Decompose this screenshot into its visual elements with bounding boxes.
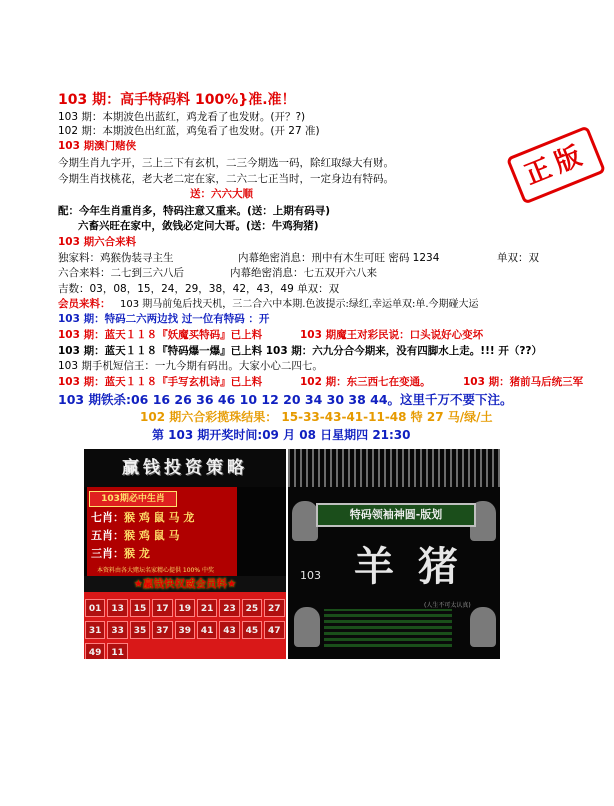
portrait-left	[292, 501, 318, 541]
portrait-bottom-right	[470, 607, 496, 647]
zodiac-head: 103期必中生肖	[89, 491, 177, 507]
number-cell: 47	[264, 621, 284, 639]
section-title: 103 期六合来料	[58, 236, 137, 248]
text-line: 103 期：蓝天１１８『手写玄机诗』已上料	[58, 376, 263, 388]
row-value: 猴 鸡 鼠 马 龙	[124, 511, 195, 524]
text-line: 六合来料：二七到三六八后	[58, 267, 184, 279]
number-cell: 27	[264, 599, 284, 617]
image-panel	[288, 449, 500, 659]
text-line: 六畜兴旺在家中，敛钱必定问大哥。(送：牛鸡狗猪)	[78, 220, 319, 232]
number-cell: 21	[197, 599, 217, 617]
text-line: 今期生肖找桃花，老大老二定在家，二六二七正当时，一定身边有特码。	[58, 173, 394, 185]
row-key: 七肖：	[91, 511, 124, 524]
number-cell: 49	[85, 643, 105, 659]
text-line: 103 期：蓝天１１８『妖魔买特码』已上料	[58, 329, 263, 341]
text-line: 103 期马前兔后找天机，三二合六中本期.色波提示:绿红,幸运单双:单.今期碰大运	[120, 299, 479, 310]
panel-caption: (人生不可太认真)	[424, 602, 471, 609]
number-cell: 45	[242, 621, 262, 639]
number-cell: 19	[175, 599, 195, 617]
panel-note: 本资料由各大赌坛名家精心提供 100% 中奖	[97, 567, 214, 574]
number-cell: 39	[175, 621, 195, 639]
number-cell: 23	[219, 599, 239, 617]
text-line: 103 期：特码二六两边找 过一位有特码 ：开	[58, 313, 270, 325]
number-cell: 37	[152, 621, 172, 639]
row-key: 三肖：	[91, 547, 124, 560]
genuine-stamp: 正版	[506, 125, 606, 204]
header-title: 103 期：高手特码料 100%}准.准！	[58, 92, 296, 108]
blurred-text	[324, 609, 452, 647]
number-cell: 15	[130, 599, 150, 617]
issue-number: 103	[300, 569, 321, 582]
number-cell: 43	[219, 621, 239, 639]
number-cell: 17	[152, 599, 172, 617]
member-bar: ★赢钱快权威会员料★	[84, 576, 286, 592]
number-cell: 11	[107, 643, 127, 659]
text-line: 103 期手机短信王：一九今期有码出。大家小心二四七。	[58, 360, 323, 372]
number-cell: 13	[107, 599, 127, 617]
row-key: 五肖：	[91, 529, 124, 542]
text-line: 吉数：03，08，15，24，29，38，42，43，49 单双：双	[58, 283, 340, 295]
zodiac-row	[91, 509, 194, 525]
number-cell: 33	[107, 621, 127, 639]
number-cell: 01	[85, 599, 105, 617]
text-line: 内幕绝密消息：七五双开六八来	[230, 267, 377, 279]
number-cell: 25	[242, 599, 262, 617]
text-line: 103 期：蓝天１１８『特码爆一爆』已上料 103 期：六九分合今期来，没有四脚水上走。!!! 开（??）	[58, 345, 543, 357]
text-line: 单双：双	[497, 252, 539, 264]
zodiac-row	[91, 527, 180, 543]
number-cell: 31	[85, 621, 105, 639]
text-line: 内幕绝密消息：刑中有木生可旺 密码 1234	[238, 252, 440, 264]
panel-title: 赢钱投资策略	[84, 449, 286, 487]
number-cell: 41	[197, 621, 217, 639]
draw-time: 第 103 期开奖时间:09 月 08 日星期四 21:30	[152, 428, 411, 442]
zodiac-box	[87, 487, 237, 577]
text-line: 102 期：本期波色出红蓝，鸡兔看了也发财。(开 27 准)	[58, 125, 320, 137]
text-line: 103 期：猪前马后统三军	[463, 376, 584, 388]
number-cell: 35	[130, 621, 150, 639]
text-line: 今期生肖九字开，三上三下有玄机，二三今期选一码，除红取绿大有财。	[58, 157, 394, 169]
text-line: 配：今年生肖重肖多，特码注意又重来。(送：上期有码寻)	[58, 205, 331, 217]
panel-banner: 特码领袖神圆-版划	[316, 503, 476, 527]
decorative-pattern	[288, 449, 500, 487]
text-line: 102 期：东三西七在变通。	[300, 376, 431, 388]
send-line: 送：六六大顺	[190, 188, 253, 200]
zodiac-row	[91, 545, 150, 561]
text-line: 103 期魔王对彩民说：口头说好心变坏	[300, 329, 484, 341]
row-value: 猴 鸡 鼠 马	[124, 529, 180, 542]
zodiac-big: 羊猪	[354, 543, 482, 590]
text-line: 独家料：鸡猴伪装寻主生	[58, 252, 174, 264]
text-line: 103 期：本期波色出蓝红，鸡龙看了也发财。(开？?)	[58, 111, 306, 123]
row-value: 猴 龙	[124, 547, 150, 560]
portrait-bottom-left	[294, 607, 320, 647]
label: 会员来料：	[58, 298, 111, 310]
strategy-panel	[84, 449, 286, 659]
number-grid	[84, 592, 286, 659]
kill-line: 103 期铁杀:06 16 26 36 46 10 12 20 34 30 38 44。这里千万不要下注。	[58, 392, 513, 407]
section-title: 103 期澳门赌侠	[58, 140, 137, 152]
result-line: 102 期六合彩揽珠结果： 15-33-43-41-11-48 特 27 马/绿/土	[140, 410, 493, 424]
